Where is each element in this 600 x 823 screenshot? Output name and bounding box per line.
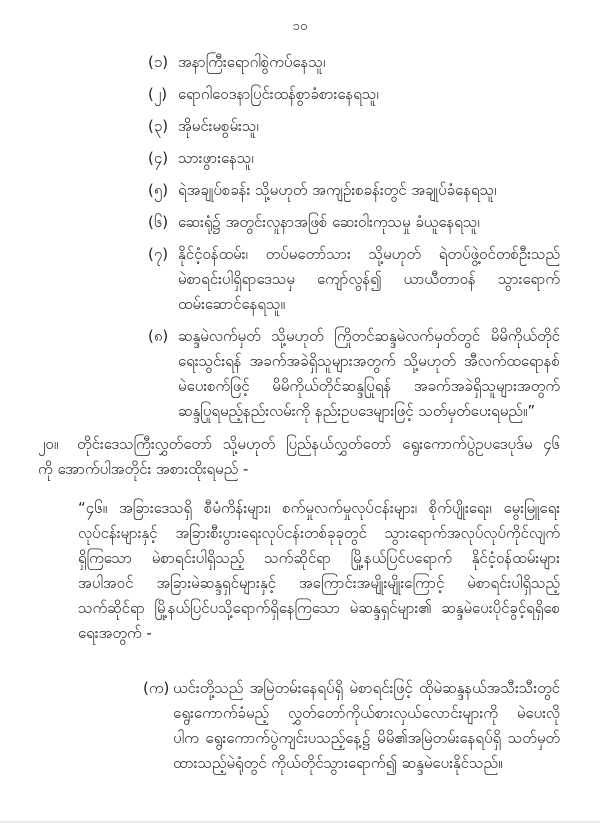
text-line: တိုင်းဒေသကြီးလွှတ်တော် သို့မဟုတ် ပြည်နယ်လွှတ်တော် ရွေးကောက်ပွဲဥပဒေပုဒ်မ ၄၆ — [77, 435, 560, 453]
item-text — [178, 324, 560, 424]
text-line: ရေးသွင်းရန် အခက်အခဲရှိသူများအတွက် သို့မဟုတ် အီလက်ထရောနစ် — [178, 352, 560, 370]
item-text: သားဖွားနေသူ၊ — [178, 149, 254, 167]
text-line: ဆန္ဒမဲလက်မှတ် သို့မဟုတ် ကြိုတင်ဆန္ဒမဲလက်မှတ်တွင် မိမိကိုယ်တိုင် — [178, 327, 560, 345]
item-number: (၇) — [148, 245, 169, 263]
list-item — [148, 324, 560, 424]
item-number: (၆) — [148, 213, 169, 231]
text-line: ထမ်းဆောင်နေရသူ။ — [178, 295, 285, 313]
list-item — [148, 82, 560, 107]
list-item — [148, 114, 560, 139]
item-number: (၄) — [148, 149, 169, 167]
text-line: မဲပေးစက်ဖြင့် မိမိကိုယ်တိုင်ဆန္ဒပြုရန် အခက်အခဲရှိသူများအတွက် — [178, 377, 560, 395]
list-item — [148, 210, 560, 235]
item-number: (၂) — [148, 85, 168, 103]
item-number: (၁) — [148, 53, 169, 71]
text-line: “၄၆။ အခြားဒေသရှိ စီမံကိန်းများ၊ စက်မှုလက်မှုလုပ်ငန်းများ၊ စိုက်ပျိုးရေး၊ မွေးမြူရေး — [78, 499, 560, 517]
item-number: (၅) — [148, 181, 169, 199]
text-line: ထားသည့်မဲရုံတွင် ကိုယ်တိုင်သွားရောက်၍ ဆန္ဒမဲပေးနိုင်သည်။ — [173, 754, 503, 772]
page-number: ၁၀ — [292, 19, 308, 34]
list-item — [148, 146, 560, 171]
text-line: မဲစာရင်းပါရှိရာဒေသမှ ကျော်လွန်၍ ယာယီတာဝန် သွားရောက် — [178, 270, 560, 288]
item-number: (က) — [143, 679, 170, 697]
sub-item-ka — [143, 676, 560, 776]
paragraph-20-first-line — [38, 432, 560, 457]
item-text: အနာကြီးရောဂါစွဲကပ်နေသူ၊ — [178, 53, 326, 71]
text-line: ပါက ရွေးကောက်ပွဲကျင်းပသည့်နေ့၌ မိမိ၏အမြဲတမ်းနေရပ်ရှိ သတ်မှတ် — [173, 729, 560, 747]
item-number: (၈) — [148, 327, 169, 345]
paragraph-number: ၂၀။ — [38, 435, 59, 453]
numbered-list — [148, 50, 560, 424]
list-item — [148, 50, 560, 75]
item-text: အိုမင်းမစွမ်းသူ၊ — [178, 117, 259, 135]
text-line: ယင်းတို့သည် အမြဲတမ်းနေရပ်ရှိ မဲစာရင်းဖြင့် ထိုမဲဆန္ဒနယ်အသီးသီးတွင် — [173, 679, 560, 697]
text-line: ရှိကြသော မဲစာရင်းပါရှိသည့် သက်ဆိုင်ရာ မြို့နယ်ပြင်ပရောက် နိုင်ငံ့ဝန်ထမ်းများ — [78, 549, 560, 567]
item-text: ဆေးရုံ၌ အတွင်းလူနာအဖြစ် ဆေးဝါးကုသမှု ခံယူနေရသူ၊ — [178, 213, 480, 231]
text-line: ဆန္ဒပြုရမည့်နည်းလမ်းကို နည်းဥပဒေများဖြင့် သတ်မှတ်ပေးရမည်။” — [178, 402, 536, 420]
item-text: ရဲအချုပ်စခန်း သို့မဟုတ် အကျဉ်းစခန်းတွင် အချုပ်ခံနေရသူ၊ — [178, 181, 497, 199]
page-content — [38, 50, 560, 783]
list-item — [148, 242, 560, 317]
text-line: လုပ်ငန်းများနှင့် အခြားစီးပွားရေးလုပ်ငန်းတစ်ခုခုတွင် သွားရောက်အလုပ်လုပ်ကိုင်လျက် — [78, 524, 560, 542]
item-text — [178, 242, 560, 317]
text-line: သက်ဆိုင်ရာ မြို့နယ်ပြင်ပသို့ရောက်ရှိနေကြသော မဲဆန္ဒရှင်များ၏ ဆန္ဒမဲပေးပိုင်ခွင့်ရရှိစေ — [78, 599, 560, 617]
item-text: ရောဂါဝေဒနာပြင်းထန်စွာခံစားနေရသူ၊ — [178, 85, 379, 103]
text-line: အပါအဝင် အခြားမဲဆန္ဒရှင်များနှင့် အကြောင်းအမျိုးမျိုးကြောင့် မဲစာရင်းပါရှိသည့် — [78, 574, 560, 592]
list-item — [148, 178, 560, 203]
item-number: (၃) — [148, 117, 169, 135]
paragraph-20 — [38, 432, 560, 482]
text-line: ရွေးကောက်ခံမည့် လွှတ်တော်ကိုယ်စားလှယ်လောင်းများကို မဲပေးလို — [173, 704, 560, 722]
item-text — [173, 676, 560, 776]
text-line: နိုင်ငံ့ဝန်ထမ်း၊ တပ်မတော်သား သို့မဟုတ် ရဲတပ်ဖွဲ့ဝင်တစ်ဦးသည် — [178, 245, 560, 263]
section-46-quote — [78, 496, 560, 646]
text-line: ရေးအတွက် - — [78, 624, 152, 642]
text-line: ကို အောက်ပါအတိုင်း အစားထိုးရမည် - — [38, 460, 249, 478]
